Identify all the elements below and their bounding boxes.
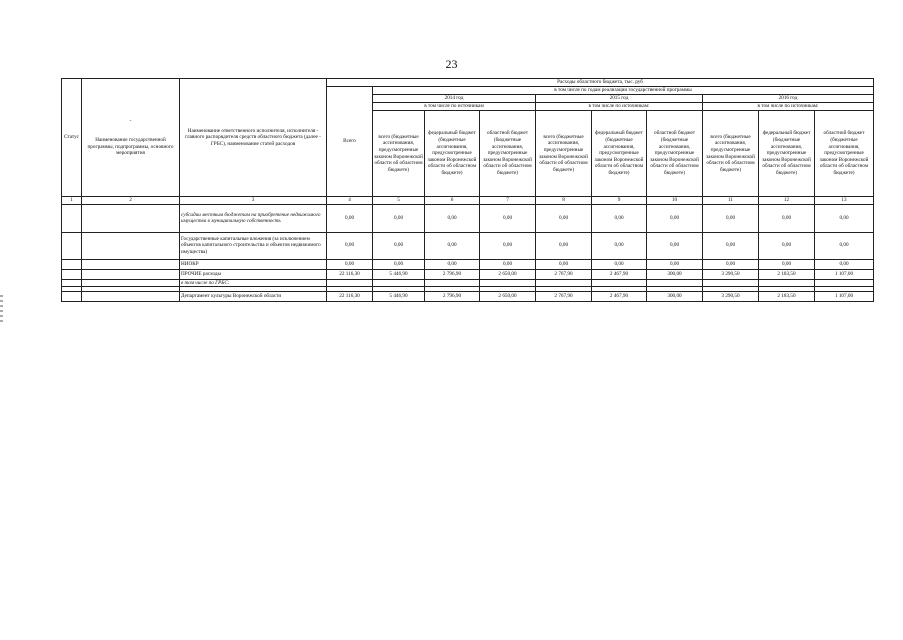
column-number: 1	[62, 197, 82, 205]
status-cell	[62, 269, 82, 279]
value-cell: 0,00	[647, 232, 703, 259]
header-year-2014: 2014 год	[373, 95, 536, 103]
program-cell	[82, 269, 180, 279]
value-cell: 0,00	[373, 204, 425, 232]
value-cell: 1 107,00	[815, 269, 874, 279]
column-number: 13	[815, 197, 874, 205]
header-year-2015: 2015 год	[536, 95, 703, 103]
value-cell: 300,00	[647, 292, 703, 302]
value-cell: 0,00	[480, 232, 536, 259]
value-cell: 0,00	[703, 232, 759, 259]
program-cell	[82, 204, 180, 232]
value-cell	[703, 279, 759, 287]
column-number: 8	[536, 197, 592, 205]
value-cell	[647, 279, 703, 287]
value-cell: 0,00	[425, 204, 480, 232]
program-cell	[82, 259, 180, 269]
value-cell: 22 116,30	[327, 269, 373, 279]
value-cell	[327, 279, 373, 287]
header-federal-2016: федеральный бюджет (бюджетные ассигнования, предусмотренные законом Воронежской области об областном бюджете)	[759, 111, 815, 197]
value-cell: 0,00	[592, 204, 647, 232]
value-cell: 0,00	[480, 259, 536, 269]
column-number: 2	[82, 197, 180, 205]
value-cell: 0,00	[425, 232, 480, 259]
value-cell: 0,00	[759, 259, 815, 269]
page-number: 23	[445, 57, 458, 71]
row-label: Государственные капитальные вложения (за исключением объектов капитального строительства и объектов недвижимого имущества)	[180, 232, 327, 259]
value-cell	[425, 279, 480, 287]
value-cell: 0,00	[759, 232, 815, 259]
value-cell	[759, 279, 815, 287]
column-number: 3	[180, 197, 327, 205]
header-all-2014: всего (бюджетные ассигнования, предусмотренные законом Воронежской области об областном бюджете)	[373, 111, 425, 197]
header-program	[82, 79, 180, 197]
value-cell: 0,00	[373, 232, 425, 259]
column-number: 4	[327, 197, 373, 205]
value-cell: 2 767,90	[536, 269, 592, 279]
column-number: 7	[480, 197, 536, 205]
dash-mark: -	[129, 118, 132, 125]
header-regional-2014: областной бюджет (бюджетные ассигнования, предусмотренные законом Воронежской области об областном бюджете)	[480, 111, 536, 197]
value-cell: 0,00	[703, 259, 759, 269]
row-label: Департамент культуры Воронежской области	[180, 292, 327, 302]
header-all-2015: всего (бюджетные ассигнования, предусмотренные законом Воронежской области об областном бюджете)	[536, 111, 592, 197]
status-cell	[62, 232, 82, 259]
value-cell: 2 796,90	[425, 269, 480, 279]
header-by-years: в том числе по годам реализации государственной программы	[373, 87, 874, 95]
value-cell: 0,00	[327, 259, 373, 269]
value-cell: 0,00	[327, 232, 373, 259]
header-year-2016: 2016 год	[703, 95, 874, 103]
value-cell	[536, 279, 592, 287]
value-cell: 5 446,90	[373, 292, 425, 302]
value-cell: 0,00	[703, 204, 759, 232]
value-cell: 0,00	[592, 259, 647, 269]
table-row	[62, 232, 874, 259]
row-label: субсидии местным бюджетам на приобретение недвижимого имущества в муниципальную собственность	[180, 204, 327, 232]
status-cell	[62, 279, 82, 287]
value-cell: 0,00	[815, 232, 874, 259]
header-all-2016: всего (бюджетные ассигнования, предусмотренные законом Воронежской области об областном бюджете)	[703, 111, 759, 197]
column-number: 12	[759, 197, 815, 205]
value-cell: 0,00	[480, 204, 536, 232]
value-cell: 0,00	[647, 204, 703, 232]
column-number-row	[62, 197, 874, 205]
header-by-source-2014: в том числе по источникам	[373, 103, 536, 111]
value-cell: 2 467,90	[592, 269, 647, 279]
status-cell	[62, 292, 82, 302]
row-label: ПРОЧИЕ расходы	[180, 269, 327, 279]
value-cell: 0,00	[373, 259, 425, 269]
value-cell: 0,00	[327, 204, 373, 232]
value-cell	[373, 279, 425, 287]
value-cell: 2 183,50	[759, 292, 815, 302]
value-cell: 2 650,00	[480, 269, 536, 279]
header-by-source-2016: в том числе по источникам:	[703, 103, 874, 111]
row-label: в том числе по ГРБС:	[180, 279, 327, 287]
row-label: НИОКР	[180, 259, 327, 269]
value-cell: 5 446,90	[373, 269, 425, 279]
value-cell: 2 183,50	[759, 269, 815, 279]
value-cell: 0,00	[647, 259, 703, 269]
value-cell: 0,00	[425, 259, 480, 269]
budget-table	[61, 78, 874, 302]
table-row	[62, 259, 874, 269]
budget-table-wrap	[61, 78, 873, 302]
column-number: 10	[647, 197, 703, 205]
value-cell: 0,00	[815, 259, 874, 269]
header-total: Всего	[327, 87, 373, 197]
value-cell	[592, 279, 647, 287]
status-cell	[62, 259, 82, 269]
column-number: 9	[592, 197, 647, 205]
program-cell	[82, 279, 180, 287]
header-executor: Наименование ответственного исполнителя, исполнителя - главного распорядителя средств областного бюджета (далее - ГРБС), наименование статей расходов	[180, 79, 327, 197]
scan-edge-mark	[0, 295, 3, 325]
table-row	[62, 204, 874, 232]
header-regional-2015: областной бюджет (бюджетные ассигнования, предусмотренные законом Воронежской области об областном бюджете)	[647, 111, 703, 197]
value-cell: 3 290,50	[703, 292, 759, 302]
status-cell	[62, 204, 82, 232]
header-by-source-2015: в том числе по источникам:	[536, 103, 703, 111]
header-regional-2016: областной бюджет (бюджетные ассигнования, предусмотренные законом Воронежской области об областном бюджете)	[815, 111, 874, 197]
program-cell	[82, 292, 180, 302]
column-number: 5	[373, 197, 425, 205]
value-cell: 0,00	[759, 204, 815, 232]
value-cell: 300,00	[647, 269, 703, 279]
table-row	[62, 279, 874, 287]
value-cell: 2 767,90	[536, 292, 592, 302]
program-cell	[82, 232, 180, 259]
value-cell: 0,00	[536, 232, 592, 259]
value-cell	[480, 279, 536, 287]
header-federal-2014: федеральный бюджет (бюджетные ассигнования, предусмотренные законом Воронежской области об областном бюджете)	[425, 111, 480, 197]
value-cell: 2 650,00	[480, 292, 536, 302]
value-cell: 3 290,50	[703, 269, 759, 279]
value-cell: 2 467,90	[592, 292, 647, 302]
value-cell: 22 116,30	[327, 292, 373, 302]
header-expenses: Расходы областного бюджета, тыс. руб	[327, 79, 874, 87]
value-cell: 1 107,00	[815, 292, 874, 302]
value-cell: 2 796,90	[425, 292, 480, 302]
value-cell: 0,00	[815, 204, 874, 232]
column-number: 11	[703, 197, 759, 205]
value-cell	[815, 279, 874, 287]
value-cell: 0,00	[536, 204, 592, 232]
header-federal-2015: федеральный бюджет (бюджетные ассигнования, предусмотренные законом Воронежской области об областном бюджете)	[592, 111, 647, 197]
value-cell: 0,00	[592, 232, 647, 259]
table-row	[62, 292, 874, 302]
table-row	[62, 269, 874, 279]
column-number: 6	[425, 197, 480, 205]
header-status: Статус	[62, 79, 82, 197]
header-program-label: Наименование государственной программы, подпрограммы, основного мероприятия	[87, 136, 174, 157]
value-cell: 0,00	[536, 259, 592, 269]
